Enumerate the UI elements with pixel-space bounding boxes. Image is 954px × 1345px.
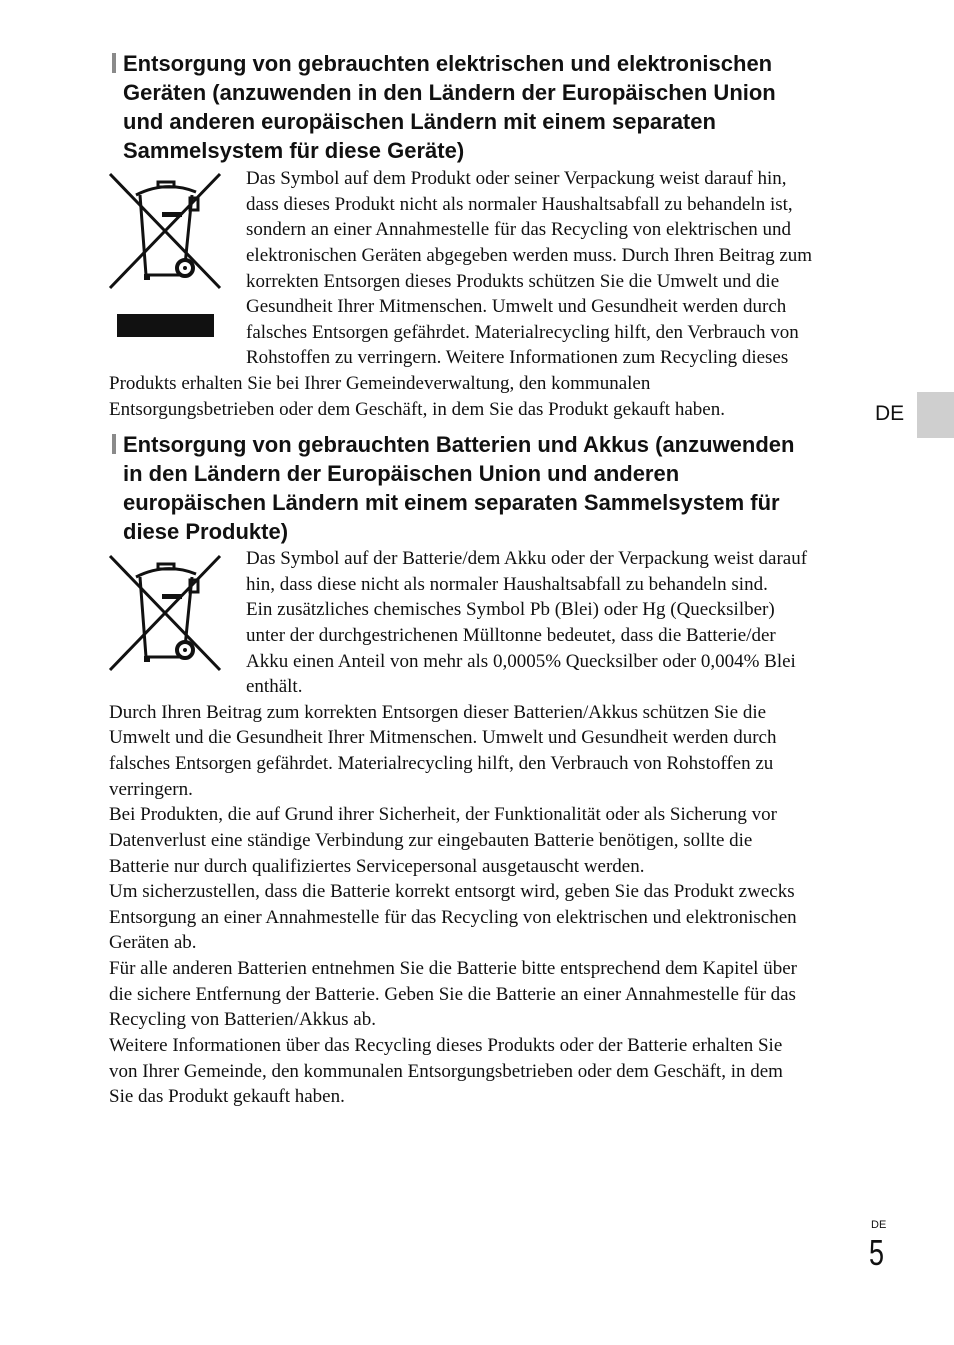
page-language: DE: [871, 1219, 887, 1231]
text-line: enthält.: [246, 676, 303, 698]
text-line: unter der durchgestrichenen Mülltonne bedeutet, dass die Batterie/der: [246, 624, 776, 646]
text-line: Datenverlust eine ständige Verbindung zur eingebauten Batterie benötigen, sollte die: [109, 829, 753, 851]
text-line: Weitere Informationen über das Recycling dieses Produkts oder der Batterie erhalten Sie: [109, 1034, 783, 1056]
page-number: 5: [869, 1232, 885, 1273]
section2-text: [109, 546, 807, 1110]
text-line: korrekten Entsorgen dieses Produkts schützen Sie die Umwelt und die: [246, 270, 780, 292]
section2-heading: [123, 430, 794, 546]
section-marker: [112, 53, 116, 73]
text-line: sondern an einer Annahmestelle für das Recycling von elektrischen und: [246, 219, 792, 241]
heading-line: Entsorgung von gebrauchten elektrischen und elektronischen: [123, 51, 773, 76]
text-line: Rohstoffen zu verringern. Weitere Informationen zum Recycling dieses: [246, 347, 789, 369]
heading-line: Sammelsystem für diese Geräte): [123, 138, 465, 163]
text-line: falsches Entsorgen gefährdet. Materialrecycling hilft, den Verbrauch von Rohstoffen zu: [109, 753, 774, 774]
text-line: Umwelt und die Gesundheit Ihrer Mitmenschen. Umwelt und Gesundheit werden durch: [109, 727, 777, 749]
text-line: von Ihrer Gemeinde, den kommunalen Entsorgungsbetrieben oder dem Geschäft, in dem: [109, 1060, 783, 1082]
language-tab: [917, 392, 954, 438]
text-line: Ein zusätzliches chemisches Symbol Pb (Blei) oder Hg (Quecksilber): [246, 599, 775, 621]
section1-text: [109, 166, 812, 422]
text-line: Durch Ihren Beitrag zum korrekten Entsorgen dieser Batterien/Akkus schützen Sie die: [109, 701, 767, 723]
text-line: Das Symbol auf dem Produkt oder seiner Verpackung weist darauf hin,: [246, 168, 787, 189]
heading-line: europäischen Ländern mit einem separaten Sammelsystem für: [123, 490, 780, 515]
text-line: Entsorgung an einer Annahmestelle für das Recycling von elektrischen und elektronischen: [109, 906, 797, 928]
text-line: Das Symbol auf der Batterie/dem Akku oder der Verpackung weist darauf: [246, 548, 808, 569]
text-line: falsches Entsorgen gefährdet. Materialrecycling hilft, den Verbrauch von: [246, 321, 799, 343]
heading-line: und anderen europäischen Ländern mit einem separaten: [123, 109, 716, 134]
text-line: dass dieses Produkt nicht als normaler Haushaltsabfall zu behandeln ist,: [246, 193, 793, 215]
heading-line: diese Produkte): [123, 519, 289, 544]
section-marker: [112, 434, 116, 454]
text-line: verringern.: [109, 778, 193, 800]
language-tab-label: DE: [875, 402, 905, 425]
section1-heading: [123, 49, 776, 165]
text-line: Geräten ab.: [109, 932, 197, 954]
heading-line: Geräten (anzuwenden in den Ländern der Europäischen Union: [123, 80, 776, 105]
text-line: Um sicherzustellen, dass die Batterie korrekt entsorgt wird, geben Sie das Produkt zwecks: [109, 881, 795, 903]
text-line: Akku einen Anteil von mehr als 0,0005% Quecksilber oder 0,004% Blei: [246, 650, 796, 672]
text-line: Entsorgungsbetrieben oder dem Geschäft, in dem Sie das Produkt gekauft haben.: [109, 398, 725, 420]
text-line: Sie das Produkt gekauft haben.: [109, 1086, 345, 1108]
text-line: die sichere Entfernung der Batterie. Geben Sie die Batterie an einer Annahmestelle für das: [109, 983, 796, 1005]
text-line: Recycling von Batterien/Akkus ab.: [109, 1009, 376, 1031]
text-line: elektronischen Geräten abgegeben werden muss. Durch Ihren Beitrag zum: [246, 244, 813, 266]
heading-line: in den Ländern der Europäischen Union und anderen: [123, 461, 680, 486]
text-line: Gesundheit Ihrer Mitmenschen. Umwelt und Gesundheit werden durch: [246, 296, 787, 318]
text-line: hin, dass diese nicht als normaler Haushaltsabfall zu behandeln sind.: [246, 573, 768, 595]
text-line: Produkts erhalten Sie bei Ihrer Gemeindeverwaltung, den kommunalen: [109, 373, 651, 394]
text-line: Für alle anderen Batterien entnehmen Sie die Batterie bitte entsprechend dem Kapitel über: [109, 958, 797, 979]
text-line: Bei Produkten, die auf Grund ihrer Sicherheit, der Funktionalität oder als Sicherung vor: [109, 804, 778, 826]
heading-line: Entsorgung von gebrauchten Batterien und Akkus (anzuwenden: [123, 432, 795, 457]
text-line: Batterie nur durch qualifiziertes Servicepersonal ausgetauscht werden.: [109, 855, 645, 877]
